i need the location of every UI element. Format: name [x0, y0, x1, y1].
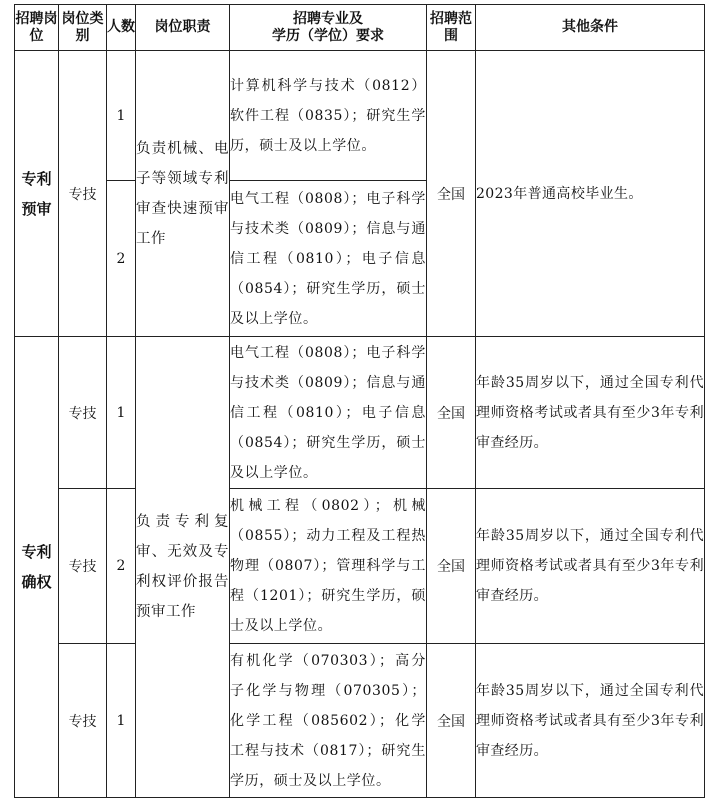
- count-cell: 1: [107, 337, 136, 489]
- count-cell: 2: [107, 181, 136, 337]
- major-cell: 有机化学（070303）；高分子化学与物理（070305）；化学工程（085602）；化学工程与技术（0817）；研究生学历，硕士及以上学位。: [230, 644, 427, 798]
- scope-cell: 全国: [427, 51, 476, 337]
- header-category: 岗位类别: [59, 5, 107, 51]
- table-row: [15, 51, 705, 181]
- table-row: [15, 489, 705, 644]
- category-cell: 专技: [59, 337, 107, 489]
- category-cell: 专技: [59, 489, 107, 644]
- header-post: 招聘岗位: [15, 5, 59, 51]
- table-row: [15, 337, 705, 489]
- table-row: [15, 644, 705, 798]
- header-row: [15, 5, 705, 51]
- scope-cell: 全国: [427, 337, 476, 489]
- category-cell: 专技: [59, 644, 107, 798]
- duty-cell: 负责机械、电子等领域专利审查快速预审工作: [136, 51, 230, 337]
- other-cell: 年龄35周岁以下，通过全国专利代理师资格考试或者具有至少3年专利审查经历。: [476, 337, 705, 489]
- scope-cell: 全国: [427, 489, 476, 644]
- major-cell: 电气工程（0808）；电子科学与技术类（0809）；信息与通信工程（0810）；电子信息（0854）；研究生学历，硕士及以上学位。: [230, 337, 427, 489]
- header-count: 人数: [107, 5, 136, 51]
- count-cell: 1: [107, 51, 136, 181]
- category-cell: 专技: [59, 51, 107, 337]
- count-cell: 2: [107, 489, 136, 644]
- major-cell: 机械工程（0802）；机械（0855）；动力工程及工程热物理（0807）；管理科学与工程（1201）；研究生学历，硕士及以上学位。: [230, 489, 427, 644]
- count-cell: 1: [107, 644, 136, 798]
- header-duty: 岗位职责: [136, 5, 230, 51]
- other-cell: 年龄35周岁以下，通过全国专利代理师资格考试或者具有至少3年专利审查经历。: [476, 644, 705, 798]
- header-other: 其他条件: [476, 5, 705, 51]
- post-patent-confirmation: 专利确权: [15, 337, 59, 798]
- post-patent-prereview: 专利预审: [15, 51, 59, 337]
- major-cell: 计算机科学与技术（0812）软件工程（0835）；研究生学历，硕士及以上学位。: [230, 51, 427, 181]
- duty-cell: 负责专利复审、无效及专利权评价报告预审工作: [136, 337, 230, 798]
- recruitment-table: [14, 4, 705, 798]
- header-scope: 招聘范围: [427, 5, 476, 51]
- other-cell: 2023年普通高校毕业生。: [476, 51, 705, 337]
- scope-cell: 全国: [427, 644, 476, 798]
- header-major: 招聘专业及 学历（学位）要求: [230, 5, 427, 51]
- other-cell: 年龄35周岁以下，通过全国专利代理师资格考试或者具有至少3年专利审查经历。: [476, 489, 705, 644]
- major-cell: 电气工程（0808）；电子科学与技术类（0809）；信息与通信工程（0810）；电子信息（0854）；研究生学历，硕士及以上学位。: [230, 181, 427, 337]
